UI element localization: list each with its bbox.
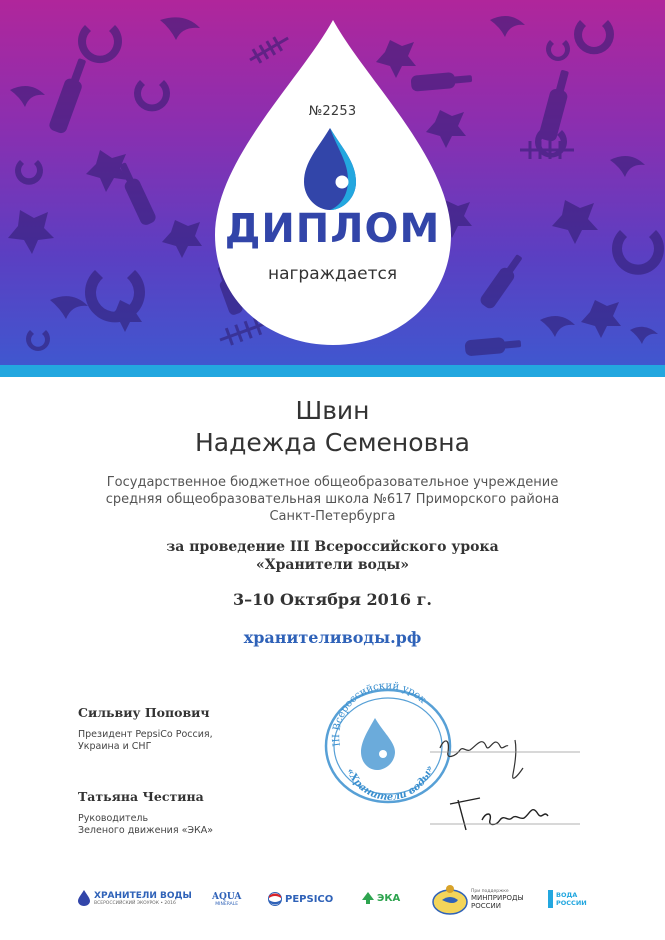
organization [0,474,665,525]
logo-eka [362,892,400,904]
header-banner [0,0,665,365]
logo-subtext: MINERALE [215,902,239,907]
signer-block-1 [78,705,228,753]
logo-text: PEPSICO [285,893,334,905]
signer-name: Татьяна Честина [78,789,204,804]
stamp-outer-text: III Всероссийский урок [331,680,428,748]
signer-position [78,729,228,753]
diploma-subtitle: награждается [267,264,398,284]
signer-position [78,813,228,837]
signer-position-line: Руководитель [78,813,149,824]
logo-text: МИНПРИРОДЫ [471,893,524,902]
recipient-name [0,395,665,459]
voda-bar-icon [548,890,553,908]
diploma-number: №2253 [308,104,357,119]
russia-map-emblem-icon [432,882,468,916]
logo-text: ВОДА [556,891,578,899]
partner-logos [0,878,665,928]
signer-name: Сильвиу Попович [78,705,210,720]
signatures [420,720,590,850]
signer-position-line: Украина и СНГ [78,741,152,752]
header-accent-stripe [0,365,665,377]
logo-subtext: ВСЕРОССИЙСКИЙ ЭКОУРОК • 2016 [94,900,176,906]
recipient-given-names: Надежда Семеновна [195,428,470,457]
diploma-title: ДИПЛОМ [224,206,441,252]
logo-caption: При поддержке [471,888,509,894]
award-reason [0,538,665,574]
water-drop-shape [0,0,665,365]
logo-khraniteli-vody [78,890,192,906]
organization-line: Санкт-Петербурга [269,509,396,524]
logo-text: ЭКА [377,892,401,904]
logo-text: ХРАНИТЕЛИ ВОДЫ [94,890,192,901]
award-line: за проведение III Всероссийского урока [166,539,499,555]
signer-block-2 [78,789,228,837]
logo-pepsico [268,892,333,906]
stamp-inner-text: «Хранители воды» [344,764,436,804]
eka-leaf-icon [362,892,374,904]
website-link[interactable]: хранителиводы.рф [243,628,422,647]
pepsi-globe-icon [268,892,282,906]
award-line: «Хранители воды» [256,557,409,573]
signature-icon-popovich [430,740,580,778]
signer-position-line: Президент PepsiCo Россия, [78,729,213,740]
recipient-surname: Швин [295,396,370,425]
logo-text: AQUA [212,892,242,902]
logo-minprirody [432,882,524,916]
logo-voda-rossii [548,890,587,908]
drop-icon [78,890,90,906]
signer-position-line: Зеленого движения «ЭКА» [78,825,214,836]
signature-icon-chestina [430,798,580,830]
logo-text: РОССИИ [556,899,587,907]
logo-text: РОССИИ [471,901,501,910]
logo-aqua-minerale [212,892,241,907]
event-dates: 3–10 Октября 2016 г. [233,590,432,609]
organization-line: Государственное бюджетное общеобразовательное учреждение [106,475,559,490]
organization-line: средняя общеобразовательная школа №617 Приморского района [105,492,560,507]
